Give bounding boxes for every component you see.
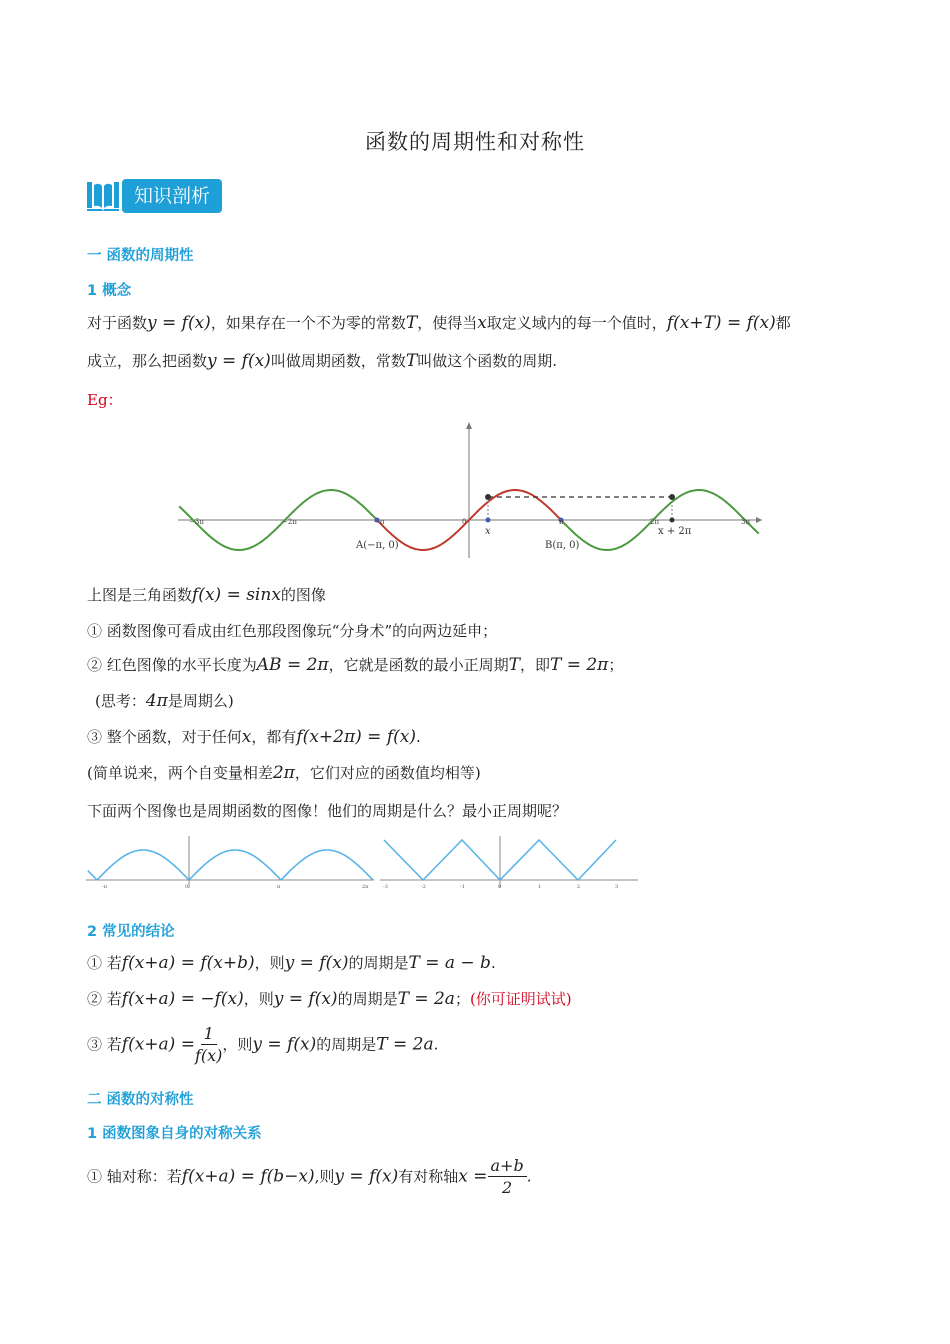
conclusion-2: ② 若f(x+a) = −f(x)，则y = f(x)的周期是T = 2a；(你可证明试试)	[87, 989, 572, 1009]
tick-label: -3	[383, 884, 388, 890]
tick-label: 1	[538, 884, 542, 890]
point-x	[486, 518, 491, 523]
tick-label: -π	[102, 884, 107, 890]
bullet-3: ③ 整个函数，对于任何x，都有f(x+2π) = f(x).	[87, 727, 421, 747]
tick-label: π	[277, 884, 281, 890]
badge-label: 知识剖析	[122, 179, 222, 213]
tick-label: 2π	[650, 518, 660, 526]
label-point-B: B(π, 0)	[545, 540, 580, 551]
conclusion-1: ① 若f(x+a) = f(x+b)，则y = f(x)的周期是T = a − b.	[87, 953, 496, 973]
fraction: $\frac{a+b}{2}$	[488, 1156, 527, 1199]
definition-line-1: 对于函数y = f(x)，如果存在一个不为零的常数T，使得当x取定义域内的每一个值时，f(x+T) = f(x)都	[87, 313, 791, 333]
subheading-self-symmetry: 1 函数图象自身的对称关系	[87, 1126, 262, 1142]
section-badge	[86, 177, 222, 215]
triangle-wave-graph	[380, 832, 640, 892]
label-x-plus-2pi: x + 2π	[658, 526, 692, 537]
definition-line-2: 成立，那么把函数y = f(x)叫做周期函数，常数T叫做这个函数的周期.	[87, 351, 557, 371]
tick-label: 2π	[362, 884, 369, 890]
proof-hint: (你可证明试试)	[469, 990, 572, 1008]
page-title: 函数的周期性和对称性	[365, 130, 585, 154]
point-fx	[485, 494, 491, 500]
section-heading-periodicity: 一 函数的周期性	[87, 248, 194, 264]
tick-label: −π	[374, 518, 385, 526]
tick-label: 0	[185, 884, 189, 890]
symmetry-rule-1: ① 轴对称：若f(x+a) = f(b−x),则y = f(x)有对称轴x = $\frac{a+b}{2}$ .	[87, 1156, 532, 1197]
tick-label: -1	[460, 884, 465, 890]
conclusion-3: ③ 若f(x+a) = $\frac{1}{f(x)}$ ，则y = f(x)的周期是T = 2a.	[87, 1024, 439, 1065]
point-fx2pi	[669, 494, 675, 500]
tick-label: 0	[498, 884, 502, 890]
y-axis-arrow	[466, 422, 472, 429]
point-x2pi	[670, 518, 675, 523]
section-heading-symmetry: 二 函数的对称性	[87, 1092, 194, 1108]
abs-sine-graph	[86, 832, 376, 892]
tick-label: 2	[577, 884, 581, 890]
abs-sine-curve	[88, 850, 373, 880]
label-x: x	[485, 526, 491, 537]
label-point-A: A(−π, 0)	[356, 540, 399, 551]
x-axis-arrow	[756, 517, 762, 523]
subheading-concept: 1 概念	[87, 283, 132, 299]
tick-label: 3π	[741, 518, 751, 526]
subheading-conclusions: 2 常见的结论	[87, 924, 175, 940]
simple-note: (简单说来，两个自变量相差2π，它们对应的函数值均相等)	[87, 763, 481, 783]
tick-label: 0	[462, 518, 467, 526]
book-icon	[86, 179, 120, 213]
think-note: (思考：4π是周期么)	[95, 691, 234, 711]
sine-caption: 上图是三角函数f(x) = sinx的图像	[87, 585, 326, 605]
example-label: Eg：	[87, 391, 123, 409]
tick-label: -2	[421, 884, 426, 890]
fraction: $\frac{1}{f(x)}$	[194, 1024, 223, 1065]
bullet-2: ② 红色图像的水平长度为AB = 2π，它就是函数的最小正周期T，即T = 2π；	[87, 655, 624, 675]
tick-label: π	[559, 518, 564, 526]
question: 下面两个图像也是周期函数的图像！他们的周期是什么？最小正周期呢？	[87, 802, 568, 820]
tick-label: −2π	[282, 518, 297, 526]
sine-graph	[178, 420, 764, 560]
tick-label: −3π	[189, 518, 204, 526]
tick-label: 3	[615, 884, 619, 890]
bullet-1: ① 函数图像可看成由红色那段图像玩“分身术”的向两边延申；	[87, 622, 498, 640]
